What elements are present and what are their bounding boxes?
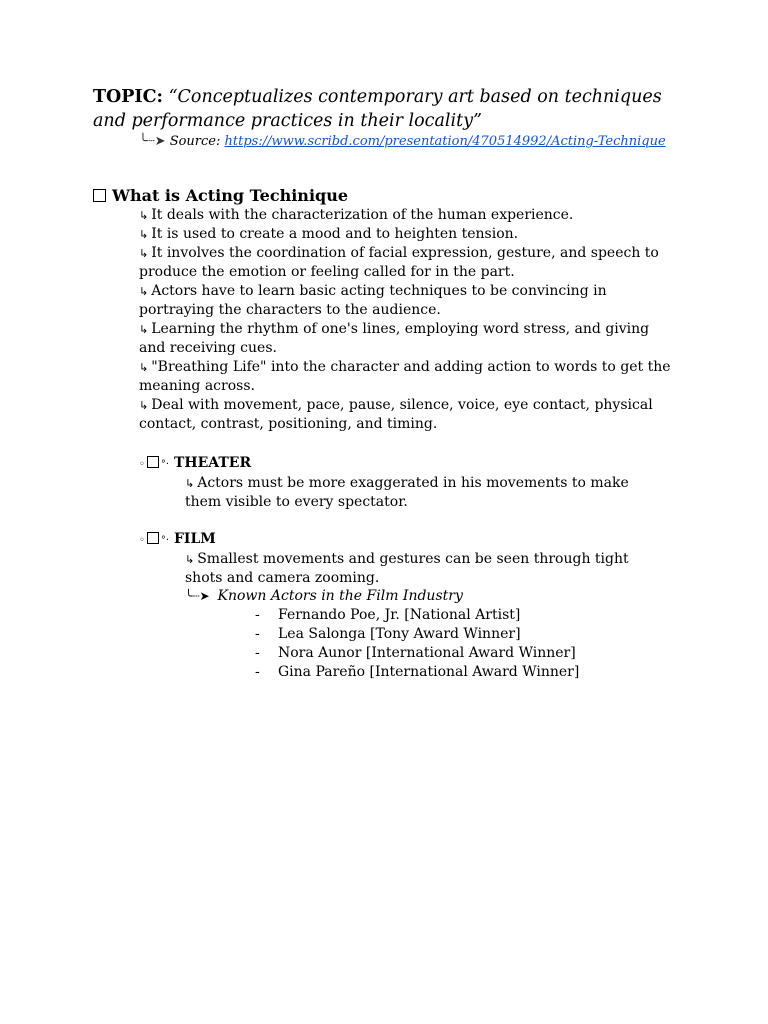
return-arrow-icon: ↳ bbox=[139, 399, 149, 412]
checkbox-icon[interactable] bbox=[93, 189, 106, 202]
actor-name: Gina Pareño [International Award Winner] bbox=[278, 664, 580, 680]
list-item-text: Actors have to learn basic acting techniques to be convincing in portraying the characters to the audience. bbox=[139, 283, 607, 318]
return-arrow-icon: ↳ bbox=[139, 228, 149, 241]
curved-arrow-icon: ╰┈➤ bbox=[139, 134, 166, 149]
film-title: FILM bbox=[173, 531, 216, 547]
actor-name: Nora Aunor [International Award Winner] bbox=[278, 645, 576, 661]
topic-quote: “Conceptualizes contemporary art based on techniques and performance practices in their locality” bbox=[93, 87, 662, 131]
return-arrow-icon: ↳ bbox=[139, 247, 149, 260]
return-arrow-icon: ↳ bbox=[139, 323, 149, 336]
list-item: - Nora Aunor [International Award Winner] bbox=[255, 645, 576, 661]
degree-icon: °· bbox=[160, 535, 170, 546]
list-item: - Gina Pareño [International Award Winner] bbox=[255, 664, 580, 680]
actor-name: Fernando Poe, Jr. [National Artist] bbox=[278, 607, 521, 623]
source-line bbox=[139, 133, 666, 151]
film-title-row bbox=[139, 530, 619, 550]
list-item: - Lea Salonga [Tony Award Winner] bbox=[255, 626, 521, 642]
list-item bbox=[139, 282, 679, 320]
known-actors-text: Known Actors in the Film Industry bbox=[217, 588, 463, 604]
return-arrow-icon: ↳ bbox=[185, 477, 195, 490]
bullet-list bbox=[139, 206, 679, 434]
list-item bbox=[139, 358, 679, 396]
heading-title: What is Acting Techinique bbox=[112, 186, 349, 205]
list-item bbox=[139, 225, 679, 244]
source-label: Source: bbox=[169, 134, 221, 149]
list-item-text: "Breathing Life" into the character and adding action to words to get the meaning across. bbox=[139, 359, 671, 394]
ring-icon: ◦ bbox=[139, 459, 145, 470]
film-desc bbox=[185, 550, 665, 588]
section-heading bbox=[93, 185, 348, 207]
list-item bbox=[139, 206, 679, 225]
list-item bbox=[139, 244, 679, 282]
list-item-text: It involves the coordination of facial expression, gesture, and speech to produce the emotion or feeling called for in the part. bbox=[139, 245, 659, 280]
film-desc-text: Smallest movements and gestures can be seen through tight shots and camera zooming. bbox=[185, 551, 629, 586]
arrowhead-icon: ╰┈➤ bbox=[185, 589, 210, 603]
theater-section bbox=[139, 454, 629, 512]
actor-name: Lea Salonga [Tony Award Winner] bbox=[278, 626, 521, 642]
topic bbox=[93, 86, 693, 133]
list-item-text: It deals with the characterization of the human experience. bbox=[151, 207, 574, 223]
actor-list bbox=[255, 606, 579, 682]
theater-desc-text: Actors must be more exaggerated in his movements to make them visible to every spectator. bbox=[185, 475, 629, 510]
theater-desc bbox=[185, 474, 665, 512]
list-item bbox=[139, 396, 679, 434]
film-section bbox=[139, 530, 629, 588]
theater-title-row bbox=[139, 454, 619, 474]
list-item-text: Learning the rhythm of one's lines, employing word stress, and giving and receiving cues. bbox=[139, 321, 650, 356]
return-arrow-icon: ↳ bbox=[139, 285, 149, 298]
checkbox-icon[interactable] bbox=[147, 456, 159, 468]
checkbox-icon[interactable] bbox=[147, 532, 159, 544]
list-item-text: Deal with movement, pace, pause, silence, voice, eye contact, physical contact, contrast, positioning, and timing. bbox=[139, 397, 653, 432]
degree-icon: °· bbox=[160, 459, 170, 470]
return-arrow-icon: ↳ bbox=[139, 361, 149, 374]
theater-title: THEATER bbox=[173, 455, 252, 471]
topic-label: TOPIC: bbox=[93, 87, 163, 107]
known-actors-label bbox=[185, 587, 463, 606]
list-item bbox=[139, 320, 679, 358]
ring-icon: ◦ bbox=[139, 535, 145, 546]
list-item: - Fernando Poe, Jr. [National Artist] bbox=[255, 607, 521, 623]
return-arrow-icon: ↳ bbox=[139, 209, 149, 222]
source-link[interactable]: https://www.scribd.com/presentation/470514992/Acting-Technique bbox=[224, 134, 666, 149]
return-arrow-icon: ↳ bbox=[185, 553, 195, 566]
list-item-text: It is used to create a mood and to heighten tension. bbox=[151, 226, 519, 242]
